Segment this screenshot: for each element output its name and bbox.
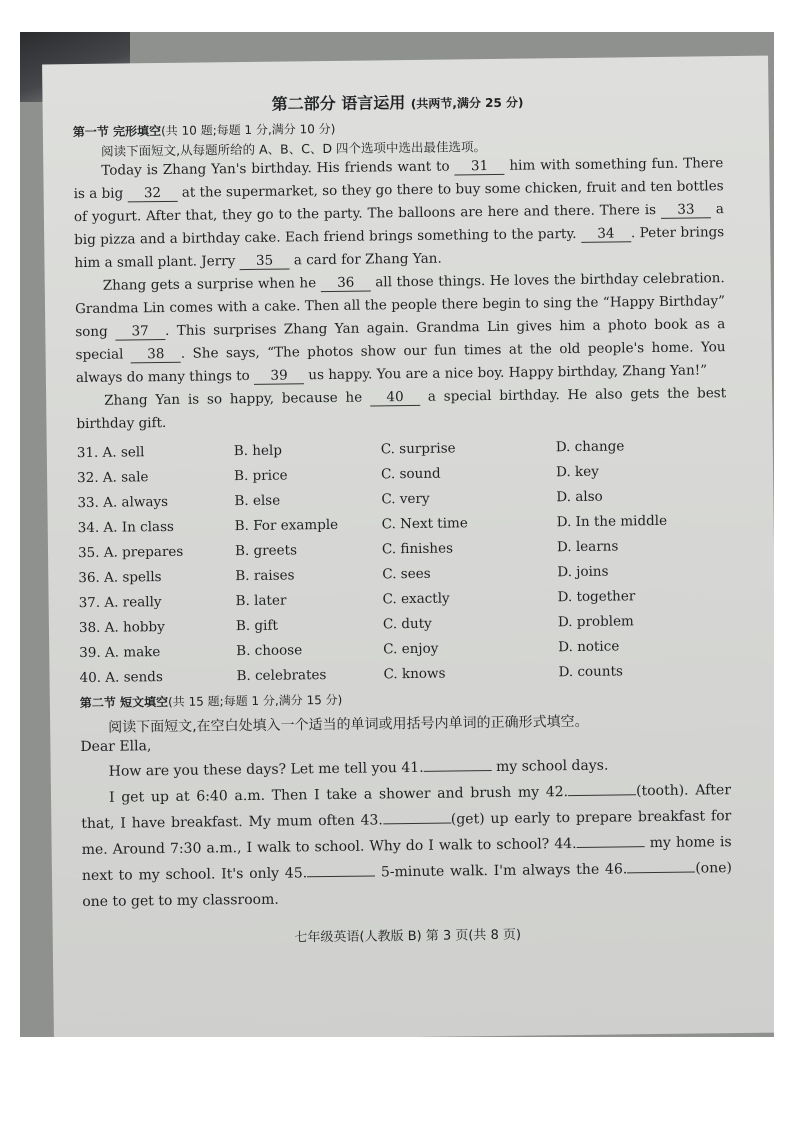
- option-a: 31. A. sell: [76, 443, 145, 461]
- option-a: 32. A. sale: [77, 468, 149, 486]
- text-run: . She says, “The photos show our fun times at the old people's home. You always do many things to: [75, 339, 726, 387]
- cloze-paragraph-2: [75, 267, 726, 390]
- option-b: B. gift: [235, 617, 278, 634]
- option-a: 38. A. hobby: [78, 618, 165, 636]
- letter-paragraph-2: [81, 777, 733, 915]
- option-c: C. sees: [382, 565, 431, 582]
- blank-46: [627, 872, 695, 874]
- section2-header: [80, 686, 730, 711]
- option-b: B. else: [234, 492, 281, 509]
- option-d: D. together: [557, 587, 636, 605]
- cloze-paragraph-3: [76, 382, 727, 436]
- text-run: Zhang gets a surprise when he: [102, 275, 321, 294]
- text-run: How are you these days? Let me tell you 41.: [108, 759, 424, 780]
- section2-instruction: 阅读下面短文,在空白处填入一个适当的单词或用括号内单词的正确形式填空。: [108, 713, 589, 736]
- section1-label: 第一节 完形填空: [72, 124, 162, 140]
- section2: [80, 686, 733, 915]
- text-run: Zhang Yan is so happy, because he: [104, 389, 371, 409]
- option-c: C. enjoy: [383, 640, 439, 657]
- option-d: D. notice: [558, 637, 620, 655]
- option-d: D. key: [555, 463, 599, 480]
- option-b: B. later: [235, 592, 287, 609]
- option-a: 34. A. In class: [77, 518, 175, 536]
- text-run: us happy. You are a nice boy. Happy birthday, Zhang Yan!”: [303, 362, 708, 384]
- options-table: [77, 432, 730, 690]
- option-a: 37. A. really: [78, 593, 162, 611]
- blank-41: [424, 770, 492, 772]
- paper-content: [72, 86, 733, 961]
- option-a: 39. A. make: [79, 643, 161, 661]
- text-run: Today is Zhang Yan's birthday. His friends want to: [101, 158, 455, 179]
- option-d: D. learns: [556, 537, 619, 555]
- option-b: B. greets: [234, 541, 298, 559]
- text-run: at the supermarket, so they go there to buy some chicken, fruit and ten bottles of yogurt. After that, they go to the party. The balloons are here and there. There is: [73, 178, 724, 226]
- option-b: B. raises: [235, 566, 295, 584]
- blank-35: 35: [239, 252, 289, 270]
- blank-39: 39: [254, 367, 304, 385]
- section2-detail: (共 15 题;每题 1 分,满分 15 分): [167, 692, 343, 709]
- text-run: my home is next to my school. It's only 45.: [81, 834, 732, 885]
- option-b: B. price: [233, 467, 288, 484]
- text-run: . Peter brings him a small plant. Jerry: [74, 224, 725, 272]
- blank-42: [568, 794, 636, 796]
- option-d: D. problem: [557, 612, 634, 630]
- blank-45: [307, 875, 375, 877]
- option-b: B. choose: [236, 641, 303, 659]
- text-run: . This surprises Zhang Yan again. Grandma Lin gives him a photo book as a special: [75, 316, 726, 364]
- text-run: my school days.: [491, 757, 609, 776]
- option-c: C. very: [381, 490, 430, 507]
- blank-37: 37: [115, 323, 165, 341]
- text-run: a big pizza and a birthday cake. Each friend brings something to the party.: [74, 201, 724, 249]
- page-footer: 七年级英语(人教版 B) 第 3 页(共 8 页): [294, 927, 522, 946]
- text-run: (get) up early to prepare breakfast for me. Around 7:30 a.m., I walk to school. Why do I walk to school? 44.: [81, 808, 732, 859]
- part-title-text: 第二部分 语言运用: [271, 93, 406, 114]
- blank-33: 33: [661, 201, 711, 219]
- letter-greeting: Dear Ella,: [80, 738, 152, 756]
- option-d: D. change: [555, 437, 625, 455]
- option-a: 35. A. prepares: [77, 543, 184, 561]
- option-c: C. knows: [383, 665, 446, 682]
- blank-32: 32: [127, 185, 177, 203]
- blank-40: 40: [370, 389, 420, 407]
- option-b: B. For example: [234, 516, 339, 534]
- option-c: C. finishes: [381, 539, 454, 557]
- cloze-paragraph-1: [73, 152, 724, 275]
- option-c: C. duty: [382, 615, 432, 632]
- option-d: D. joins: [557, 563, 609, 580]
- blank-31: 31: [454, 158, 504, 176]
- exam-paper: [42, 56, 774, 1037]
- section1-detail: (共 10 题;每题 1 分,满分 10 分): [160, 121, 336, 139]
- photo-background: [20, 32, 774, 1037]
- part-title: [72, 86, 722, 117]
- blank-36: 36: [321, 274, 371, 292]
- option-b: B. help: [233, 442, 283, 459]
- blank-43: [383, 823, 451, 825]
- text-run: him with something fun. There is a big: [73, 155, 724, 203]
- option-c: C. sound: [380, 465, 441, 482]
- option-a: 36. A. spells: [78, 568, 162, 586]
- option-c: C. surprise: [380, 439, 456, 457]
- section1-instruction: 阅读下面短文,从每题所给的 A、B、C、D 四个选项中选出最佳选项。: [101, 139, 487, 159]
- section2-label: 第二节 短文填空: [79, 694, 169, 711]
- text-run: 5-minute walk. I'm always the 46.: [375, 861, 628, 881]
- text-run: all those things. He loves the birthday celebration. Grandma Lin comes with a cake. Then all the people there begin to sing the “Happy Birthday” song: [74, 270, 726, 341]
- part-subtitle: (共两节,满分 25 分): [410, 95, 524, 111]
- text-run: (one) one to get to my classroom.: [82, 860, 733, 911]
- option-d: D. counts: [558, 662, 623, 680]
- blank-38: 38: [131, 346, 181, 364]
- option-a: 40. A. sends: [79, 668, 163, 686]
- option-d: D. also: [556, 488, 603, 505]
- blank-34: 34: [581, 225, 631, 243]
- option-a: 33. A. always: [77, 493, 169, 511]
- option-b: B. celebrates: [236, 666, 327, 684]
- text-run: a special birthday. He also gets the best birthday gift.: [76, 385, 727, 433]
- option-c: C. exactly: [382, 590, 450, 607]
- option-d: D. In the middle: [556, 512, 668, 530]
- option-c: C. Next time: [381, 514, 468, 532]
- text-run: a card for Zhang Yan.: [289, 250, 442, 269]
- text-run: (tooth). After that, I have breakfast. My mum often 43.: [81, 782, 732, 833]
- blank-44: [577, 846, 645, 848]
- text-run: I get up at 6:40 a.m. Then I take a shower and brush my 42.: [108, 784, 569, 806]
